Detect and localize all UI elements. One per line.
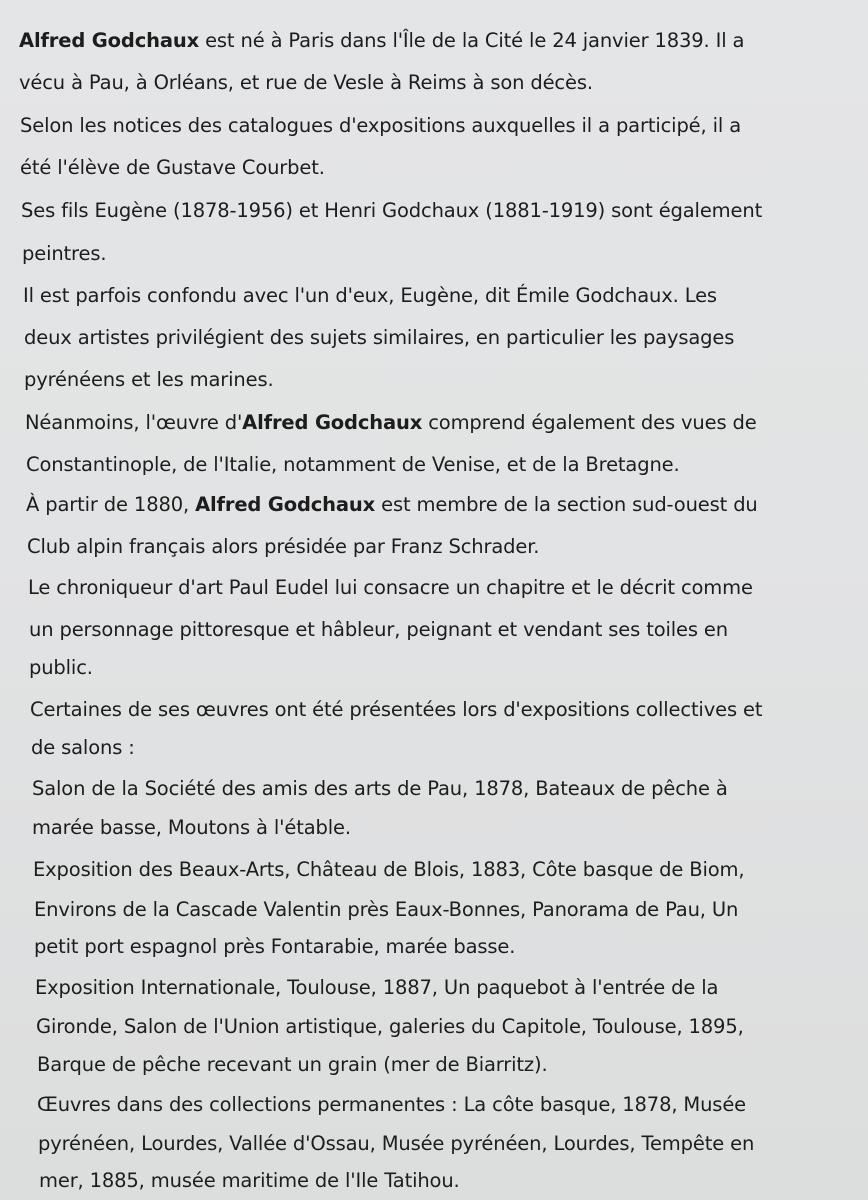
text-line: mer, 1885, musée maritime de l'Ile Tatihou.: [39, 1169, 460, 1192]
text-line: Le chroniqueur d'art Paul Eudel lui consacre un chapitre et le décrit comme: [28, 576, 753, 599]
text-line: Il est parfois confondu avec l'un d'eux, Eugène, dit Émile Godchaux. Les: [23, 284, 717, 307]
text-line: Certaines de ses œuvres ont été présentées lors d'expositions collectives et: [30, 698, 763, 721]
text-line: Selon les notices des catalogues d'expositions auxquelles il a participé, il a: [20, 114, 742, 137]
text-line: petit port espagnol près Fontarabie, marée basse.: [34, 935, 516, 958]
text-line: À partir de 1880, Alfred Godchaux est membre de la section sud-ouest du: [26, 493, 758, 516]
text-line: Salon de la Société des amis des arts de Pau, 1878, Bateaux de pêche à: [32, 777, 728, 800]
text-line: Environs de la Cascade Valentin près Eaux-Bonnes, Panorama de Pau, Un: [34, 898, 739, 921]
text-line: Ses fils Eugène (1878-1956) et Henri Godchaux (1881-1919) sont également: [21, 199, 763, 222]
artist-name-bold: Alfred Godchaux: [19, 29, 200, 52]
text-line: pyrénéens et les marines.: [24, 368, 274, 391]
text-line: un personnage pittoresque et hâbleur, peignant et vendant ses toiles en: [29, 618, 728, 641]
text-line: Constantinople, de l'Italie, notamment de Venise, et de la Bretagne.: [26, 453, 680, 476]
text-line: peintres.: [22, 242, 107, 265]
text-line: marée basse, Moutons à l'étable.: [32, 816, 351, 839]
text-line: Exposition Internationale, Toulouse, 1887, Un paquebot à l'entrée de la: [35, 976, 719, 999]
text-line: Gironde, Salon de l'Union artistique, galeries du Capitole, Toulouse, 1895,: [36, 1015, 744, 1038]
text-line: Alfred Godchaux est né à Paris dans l'Île de la Cité le 24 janvier 1839. Il a: [19, 29, 745, 52]
text-line: Œuvres dans des collections permanentes : La côte basque, 1878, Musée: [37, 1093, 747, 1116]
artist-name-bold: Alfred Godchaux: [242, 411, 423, 434]
text-line: pyrénéen, Lourdes, Vallée d'Ossau, Musée pyrénéen, Lourdes, Tempête en: [38, 1132, 755, 1155]
text-line: Club alpin français alors présidée par Franz Schrader.: [27, 535, 540, 558]
text-line: public.: [29, 656, 93, 679]
text-line: deux artistes privilégient des sujets similaires, en particulier les paysages: [24, 326, 735, 349]
text-line: été l'élève de Gustave Courbet.: [20, 156, 325, 179]
text-line: de salons :: [31, 736, 135, 759]
text-line: Exposition des Beaux-Arts, Château de Blois, 1883, Côte basque de Biom,: [33, 858, 745, 881]
text-line: Néanmoins, l'œuvre d'Alfred Godchaux comprend également des vues de: [25, 411, 757, 434]
artist-name-bold: Alfred Godchaux: [195, 493, 376, 516]
text-line: Barque de pêche recevant un grain (mer de Biarritz).: [37, 1053, 548, 1076]
text-line: vécu à Pau, à Orléans, et rue de Vesle à Reims à son décès.: [19, 71, 593, 94]
